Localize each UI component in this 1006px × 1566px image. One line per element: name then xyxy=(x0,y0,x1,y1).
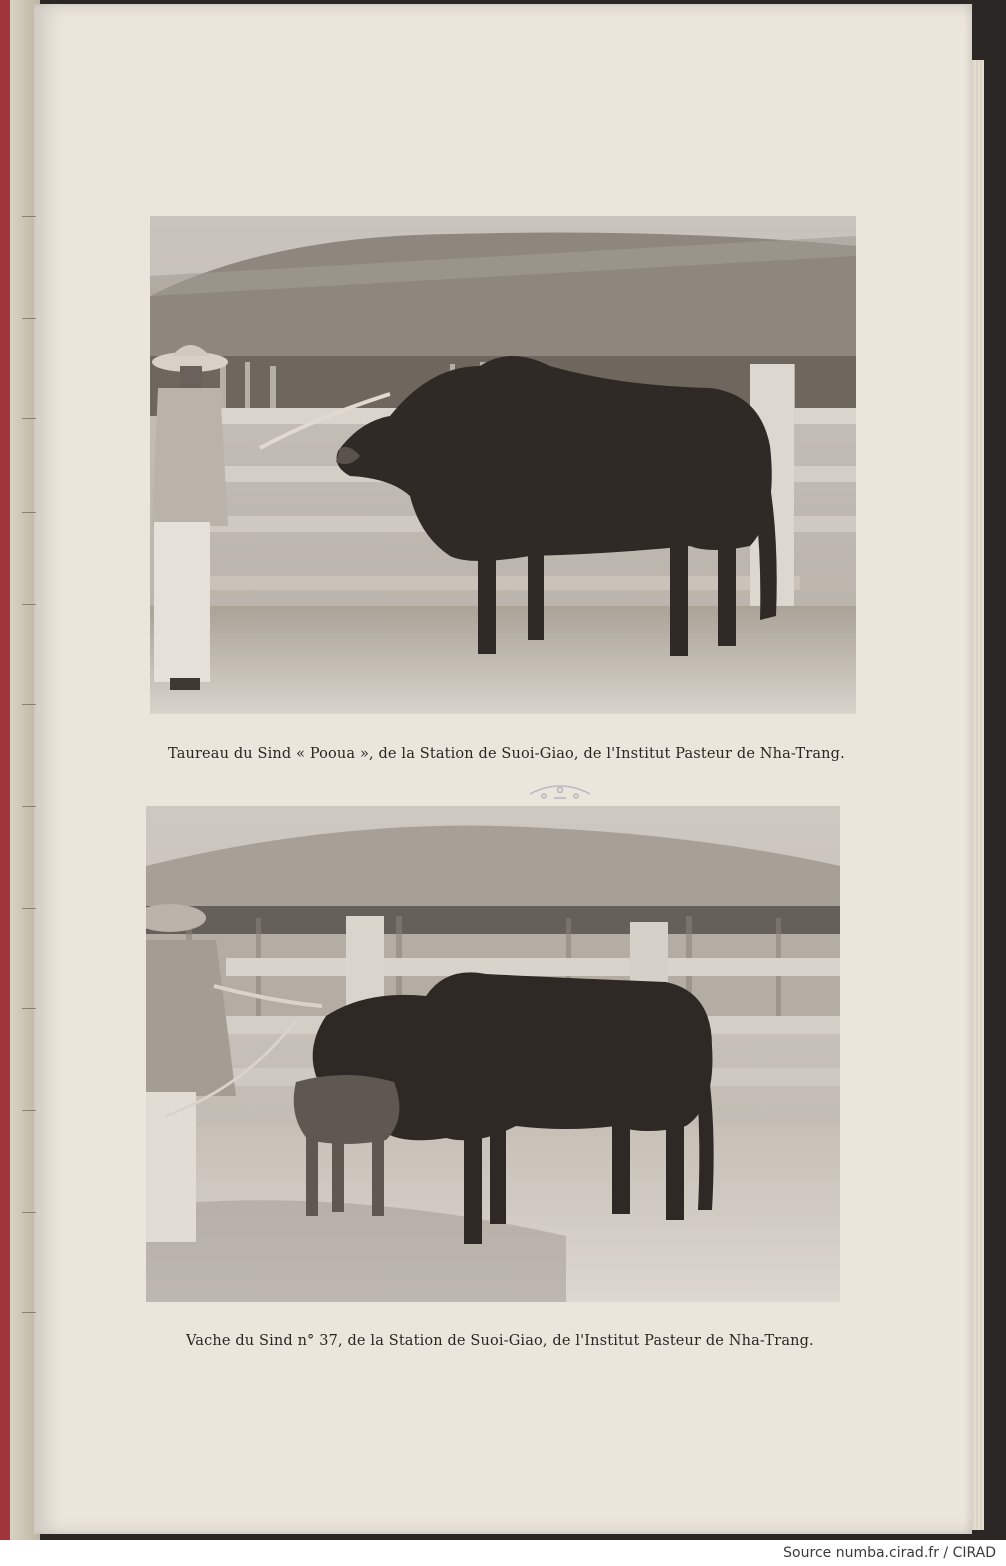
caption-bull: Taureau du Sind « Pooua », de la Station de Suoi-Giao, de l'Institut Pasteur de Nha-Trang. xyxy=(168,746,845,762)
caption-cow: Vache du Sind n° 37, de la Station de Suoi-Giao, de l'Institut Pasteur de Nha-Trang. xyxy=(186,1333,814,1349)
gutter-marks xyxy=(0,0,30,1540)
page-edge-shadow xyxy=(984,60,1006,1540)
photo-bull xyxy=(150,216,856,714)
source-credit: Source numba.cirad.fr / CIRAD xyxy=(783,1545,996,1561)
photo-cow xyxy=(146,806,840,1302)
